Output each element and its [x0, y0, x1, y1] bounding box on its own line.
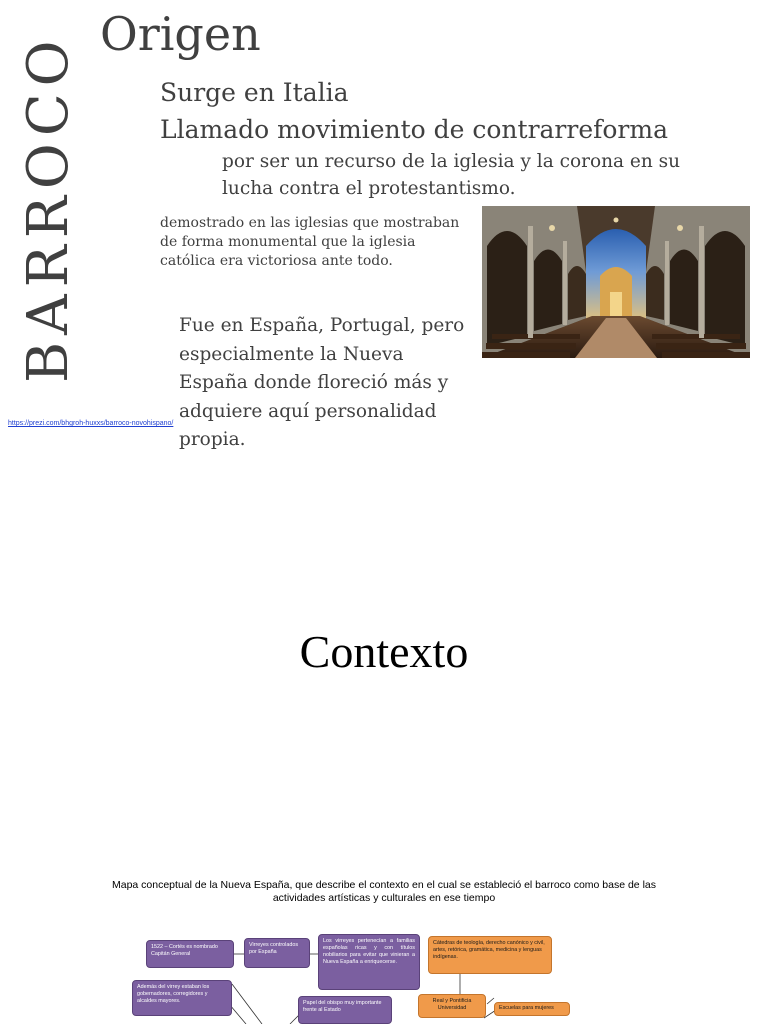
node-familias — [318, 934, 420, 990]
node-familias-text: Los virreyes pertenecían a familias españolas ricas y con títulos nobiliarios para evitar que vinieran a Nueva España a enriquecerse. — [323, 938, 415, 965]
node-universidad-text: Real y Pontificia Universidad — [432, 998, 472, 1011]
node-catedras — [428, 936, 552, 974]
map-caption: Mapa conceptual de la Nueva España, que describe el contexto en el cual se estableció el barroco como base de las actividades artísticas y culturales en ese tiempo — [111, 879, 656, 904]
node-obispo — [298, 996, 392, 1024]
node-universidad — [418, 994, 486, 1018]
node-escuelas-text: Escuelas para mujeres — [499, 1005, 554, 1011]
vertical-title: BARROCO — [16, 33, 81, 383]
node-cortes-text: 1522 – Cortés es nombrado Capitán General — [151, 944, 218, 957]
node-escuelas — [494, 1002, 570, 1016]
slide-heading: Origen — [100, 7, 261, 61]
text-contrarreforma: Llamado movimiento de contrarreforma — [160, 115, 668, 144]
node-cortes — [146, 940, 234, 968]
source-link[interactable]: https://prezi.com/bhgroh-huxxs/barroco-novohispano/ — [8, 420, 174, 427]
node-obispo-text: Papel del obispo muy importante frente al Estado — [303, 1000, 382, 1013]
church-interior-photo — [482, 206, 750, 358]
node-gobernadores-text: Además del virrey estaban los gobernadores, corregidores y alcaldes mayores. — [137, 984, 210, 1004]
text-demostrado: demostrado en las iglesias que mostraban de forma monumental que la iglesia católica era victoriosa ante todo. — [160, 215, 460, 269]
node-gobernadores — [132, 980, 232, 1016]
node-catedras-text: Cátedras de teología, derecho canónico y civil, artes, retórica, gramática, medicina y lenguas indígenas. — [433, 940, 545, 960]
node-virreyes — [244, 938, 310, 968]
text-floreció: Fue en España, Portugal, pero especialmente la Nueva España donde floreció más y adquiere aquí personalidad propia. — [179, 315, 465, 450]
text-recurso: por ser un recurso de la iglesia y la corona en su lucha contra el protestantismo. — [222, 151, 681, 199]
node-virreyes-text: Virreyes controlados por España — [249, 942, 299, 955]
contexto-heading: Contexto — [299, 626, 469, 677]
text-surge: Surge en Italia — [160, 78, 349, 107]
concept-map — [0, 926, 768, 1024]
